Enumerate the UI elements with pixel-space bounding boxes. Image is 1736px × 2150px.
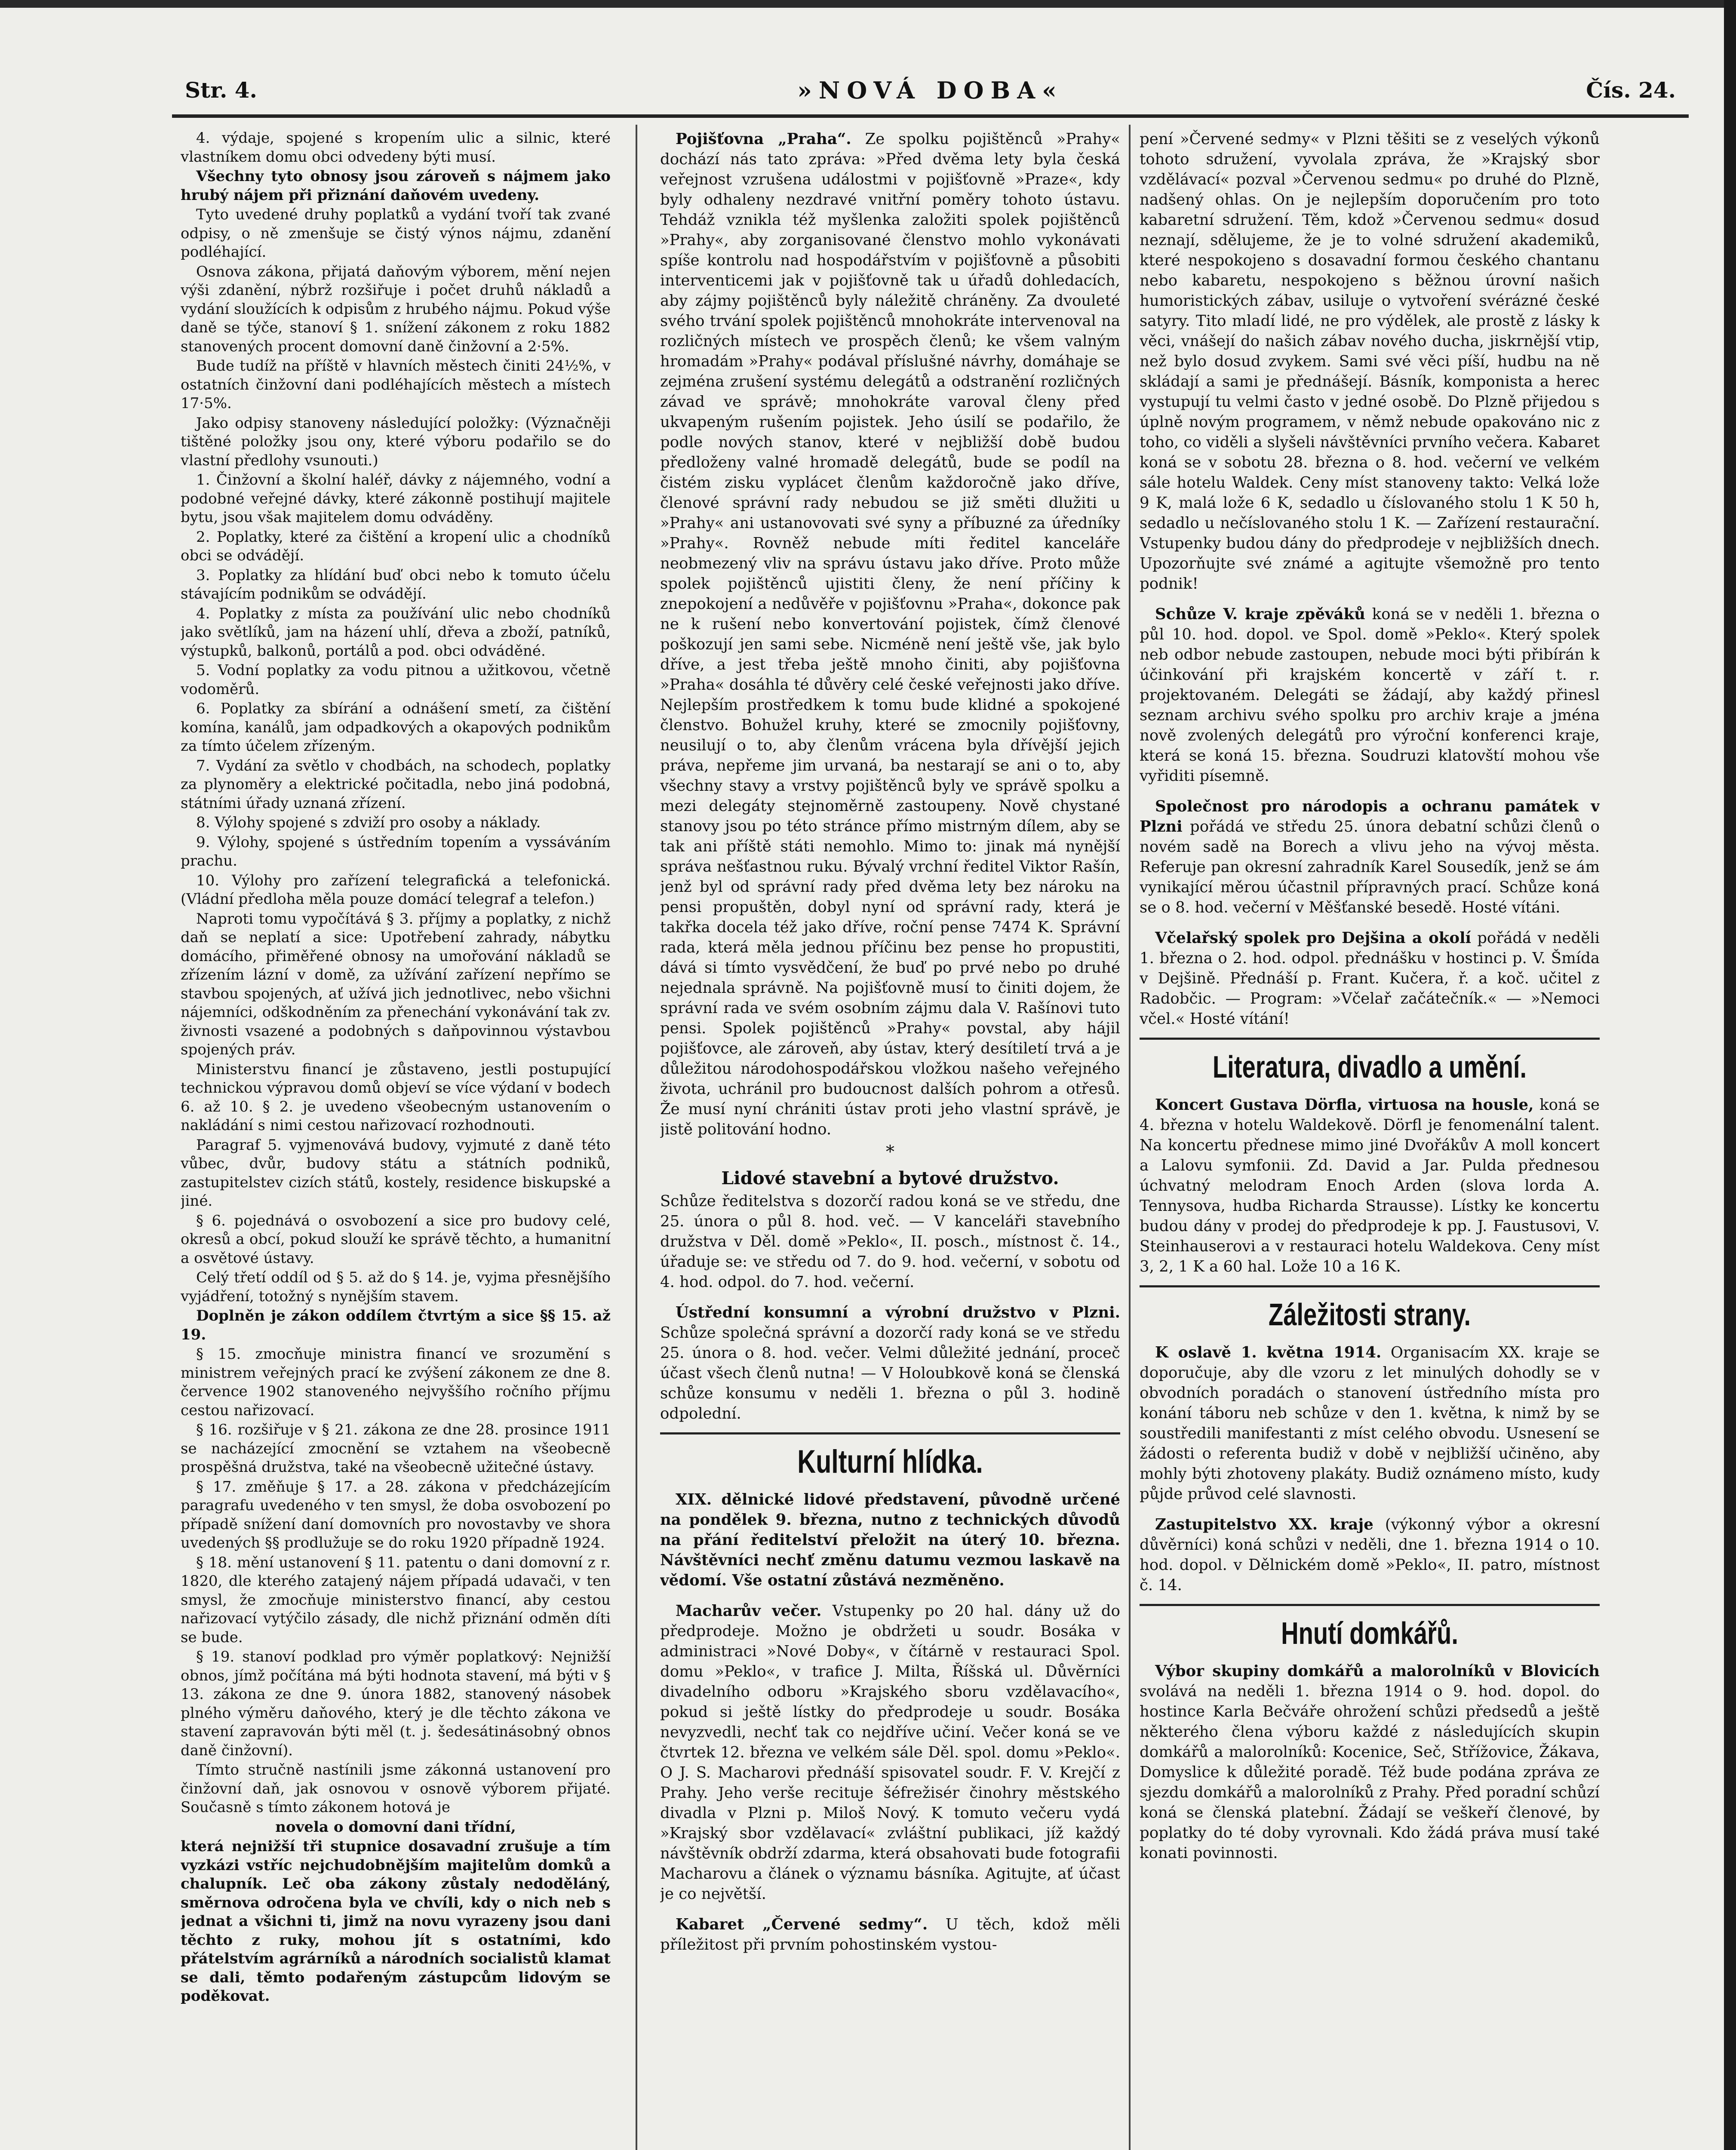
- paragraph: § 6. pojednává o osvobození a sice pro budovy celé, okresů a obcí, pokud slouží ke správě těchto, a humanitní a osvětové ústavy.: [181, 1212, 611, 1267]
- paragraph: Naproti tomu vypočítává § 3. příjmy a poplatky, z nichž daň se neplatí a sice: Upotřebení zahrady, nábytku domácího, přiměřené obnosy na umořování nákladů se zřízením lázní v domě, za užívání zařízení nepřímo se stavbou spojených, ať užívá jich jednotlivec, nebo všichni nájemníci, odškodněním za přenechání vykonávání tak zv. živnosti vsazené a podobných s daňpovinnou výstavbou spojených práv.: [181, 910, 611, 1058]
- paragraph: Všechny tyto obnosy jsou zároveň s nájmem jako hrubý nájem při přiznání daňovém uvedeny.: [181, 168, 611, 204]
- article-title: Zastupitelstvo XX. kraje: [1155, 1516, 1373, 1533]
- paragraph: § 16. rozšiřuje v § 21. zákona ze dne 28. prosince 1911 se nacházející zmocnění se vztahem na všeobecně prospěšná družstva, také na všeobecně užitečné ústavy.: [181, 1421, 611, 1476]
- section-heading: Záležitosti strany.: [1268, 1298, 1471, 1332]
- paragraph: Celý třetí oddíl od § 5. až do § 14. je, vyjma přesnějšího vyjádření, totožný s nynějším stavem.: [181, 1269, 611, 1305]
- paragraph: Jako odpisy stanoveny následující položky: (Význačněji tištěné položky jsou ony, které výboru podařilo se do vlastní předlohy vsunouti.): [181, 414, 611, 469]
- separator-star: *: [886, 1142, 894, 1162]
- paragraph: § 15. zmocňuje ministra financí ve srozumění s ministrem veřejných prací ke zvýšení zákonem ze dne 8. července 1902 stanoveného nejvyššího ročního příjmu cestou nařizovací.: [181, 1345, 611, 1419]
- column-3: [1140, 129, 1600, 2150]
- article-title: Lidové stavební a bytové družstvo.: [721, 1168, 1059, 1189]
- article-text: koná se 4. března v hotelu Waldekově. Dörfl je fenomenální talent. Na koncertu přednese mimo jiné Dvořákův A moll koncert a Lalovu symfonii. Zd. David a Jar. Pulda přednesou úchvatný melodram Enoch Arden (slova lorda A. Tennysova, hudba Richarda Strausse). Lístky ke koncertu budou dány v prodej do předprodeje k pp. J. Faustusovi, V. Steinhauserovi a v restauraci hotelu Waldekova. Ceny míst 3, 2, 1 K a 60 hal. Lože 10 a 16 K.: [1140, 1096, 1600, 1275]
- newspaper-title: »NOVÁ DOBA«: [797, 77, 1063, 104]
- paragraph: 4. výdaje, spojené s kropením ulic a silnic, které vlastníkem domu obci odvedeny býti musí.: [181, 129, 611, 166]
- article-title: Včelařský spolek pro Dejšina a okolí: [1155, 929, 1472, 947]
- article-title: K oslavě 1. května 1914.: [1155, 1344, 1382, 1361]
- list-item: 4. Poplatky z místa za používání ulic nebo chodníků jako světlíků, jam na házení uhlí, dřeva a zboží, patníků, výstupků, balkonů, portálů a pod. obci odváděné.: [181, 605, 611, 660]
- column-rule-1: [636, 125, 637, 2150]
- article-title: Společnost pro národopis a ochranu památek v Plzni: [1140, 798, 1600, 835]
- article-title: Ústřední konsumní a výrobní družstvo v Plzni.: [676, 1304, 1120, 1321]
- list-item: 10. Výlohy pro zařízení telegrafická a telefonická. (Vládní předloha měla pouze domácí telegraf a telefon.): [181, 872, 611, 908]
- paragraph: která nejnižší tři stupnice dosavadní zrušuje a tím vyzkázi vstříc nejchudobnějším majitelům domků a chalupník. Leč oba zákony zůstaly nedoděláný, směrnova odročena byla ve chvíli, kdy o nich neb s jednat a všichni ti, jimž na novu vyrazeny jsou dani těchto z ruky, mohou jít s ostatními, kdo přátelstvím agrárníků a národních socialistů klamat se dali, těmto podařeným zástupcům lidovým se poděkovat.: [181, 1838, 611, 2005]
- section-heading: Hnutí domkářů.: [1281, 1616, 1458, 1651]
- article-title: Koncert Gustava Dörfla, virtuosa na housle,: [1155, 1096, 1534, 1114]
- column-rule-2: [1129, 125, 1131, 2150]
- list-item: 7. Vydání za světlo v chodbách, na schodech, poplatky za plynoměry a elektrické počitadla, nebo jiná podobná, státními úřady uznaná zřízení.: [181, 757, 611, 812]
- paragraph: Ministerstvu financí je zůstaveno, jestli postupující technickou výpravou domů objeví se více výdaní v bodech 6. až 10. § 2. je uvedeno všeobecným ustanovením o nakládání s nimi cestou nařizovací rozhodnouti.: [181, 1060, 611, 1134]
- article-text: koná se v neděli 1. března o půl 10. hod. dopol. ve Spol. domě »Peklo«. Který spolek neb odbor nebude zastoupen, nebude moci býti přibírán k účinkování při krajském koncertě v září t. r. projektovaném. Delegáti se žádají, aby každý přinesl seznam archivu svého spolku pro archiv kraje a jména nově zvolených delegátů pro výroční konferenci kraje, která se koná 15. března. Soudruzi klatovští mohou vše vyřiditi písemně.: [1140, 605, 1600, 785]
- article-text: Ze spolku pojištěnců »Prahy« dochází nás tato zpráva: »Před dvěma lety byla česká veřejnost vzrušena událostmi v pojišťovně »Praze«, kdy byly odhaleny nezdravé vnitřní poměry tohoto ústavu. Tehdáž vznikla též myšlenka založiti spolek pojištěnců »Prahy«, aby zorganisované členstvo mohlo vykonávati spíše kontrolu nad hospodářstvím v pojišťovně a působiti interventicemi jak v pojišťovně tak u úřadů dohledacích, aby zájmy pojištěnců byly náležitě chráněny. Za dvouleté svého trvání spolek pojištěnců mnohokráte intervenoval na rozličných místech ve prospěch členů; ke všem valným hromadám »Prahy« podával příslušné návrhy, domáhaje se zejména zrušení systému delegátů a odstranění rozličných závad ve správě; mnohokráte varoval členy před ukvapeným rušením pojistek. Jeho úsilí se podařilo, že podle nových stanov, které v nejbližší době budou předloženy valné hromadě delegátů, bude se podíl na čistém zisku vyplácet členům každoročně jako dříve, členové správní rady nebudou se již směti dlužiti u »Prahy« ani ustanovovati své syny a příbuzné za úředníky »Prahy«. Rovněž nebude míti ředitel kanceláře neobmezený vliv na správu ústavu jako dříve. Proto může spolek pojištěnců ujistiti členy, že není příčiny k znepokojení a nedůvěře v pojišťovnu »Praha«, dokonce pak ne k rušení nebo konvertování pojistek, čímž členové poškozují jen sami sebe. Nicméně není ještě vše, jak bylo dříve, a jest třeba ještě mnoho činiti, aby pojišťovna »Praha« dosáhla té důvěry celé české veřejnosti jako dříve. Nejlepším prostředkem k tomu bude klidné a spokojené členstvo. Bohužel kruhy, které se zmocnily pojišťovny, neusilují o to, aby členům vrácena byla dřívější jejich práva, nepřeme jim urvaná, ba nestarají se ani o to, aby všechny stavy a vrstvy pojištěnců byly ve správě spolku a mezi delegáty stejnoměrně zastoupeny. Nově chystané stanovy jsou po této stránce přímo mistrným dílem, aby se tak ani příště státi nemohlo. Mimo to: jinak má nynější správa nešťastnou ruku. Bývalý vrchní ředitel Viktor Rašín, jenž byl od správní rady před dvěma lety bez nároku na pensi propuštěn, dobyl nyní od správní rady, která je takřka docela též jako dříve, roční pense 7474 K. Správní rada, která měla jednou příčinu bez pense ho propustiti, dává si tímto vysvědčení, že buď po prvé nebo po druhé nejednala správně. Na pojišťovně musí to činiti dojem, že správní rada ve svém osobním zájmu dala V. Rašínovi tuto pensi. Spolek pojištěnců »Prahy« povstal, aby hájil pojišťovce, ale zároveň, aby ústav, který desítiletí trvá a je důležitou národohospodářskou vložkou našeho veřejného života, uchránil pro budoucnost dalších pohrom a otřesů. Že musí nyní chrániti ústav proti jeho vlastní správě, je jistě politování hodno.: [660, 130, 1120, 1138]
- article-title: Pojišťovna „Praha“.: [676, 130, 851, 148]
- paragraph: Doplněn je zákon oddílem čtvrtým a sice §§ 15. až 19.: [181, 1307, 611, 1343]
- article-text: pení »Červené sedmy« v Plzni těšiti se z veselých výkonů tohoto sdružení, vyvolala zpráva, že »Krajský sbor vzdělávací« pozval »Červenou sedmu« po druhé do Plzně, nadšený ohlas. On je nejlepším doporučením pro toto kabaretní sdružení. Těm, kdož »Červenou sedmu« dosud neznají, sdělujeme, že je to volné sdružení akademiků, které nespokojeno s dosavadní formou českého chantanu nebo kabaretu, nespokojeno s běžnou úrovní našich humoristických zábav, usiluje o vytvoření svérázné české satyry. Tito mladí lidé, ne pro výdělek, ale prostě z lásky k věci, vnášejí do našich zábav nového ducha, jiskrnější vtip, než bylo dosud zvykem. Sami své věci píší, hudbu na ně skládají a sami je přednášejí. Básník, komponista a herec vystupují tu velmi často v jedné osobě. Do Plzně přijedou s úplně novým programem, v němž nebude opakováno nic z toho, co viděli a slyšeli návštěvníci prvního večera. Kabaret koná se v sobotu 28. března o 8. hod. večerní ve velkém sále hotelu Waldek. Ceny míst stanoveny takto: Velká lože 9 K, malá lože 6 K, sedadlo u číslovaného stolu 1 K 50 h, sedadlo u nečíslovaného stolu 1 K. — Zařízení restaurační. Vstupenky budou dány do předprodeje v nejbližších dnech. Upozorňujte své známé a agitujte všemožně pro tento podnik!: [1140, 130, 1600, 593]
- article-text: Vstupenky po 20 hal. dány už do předprodeje. Možno je obdržeti u soudr. Bosáka v administraci »Nové Doby«, v čítárně v restauraci Spol. domu »Peklo«, v trafice J. Milta, Říšská ul. Důvěrníci divadelního odboru »Krajského sboru vzdělavacího«, pokud si ještě lístky do předprodeje u soudr. Bosáka nevyzvedli, nechť tak co nejdříve učiní. Večer koná se ve čtvrtek 12. března ve velkém sále Děl. spol. domu »Peklo«. O J. S. Macharovi přednáší spisovatel soudr. F. V. Krejčí z Prahy. Jeho verše recituje šéfrežisér činohry městského divadla v Plzni p. Miloš Nový. K tomuto večeru vydá »Krajský sbor vzdělavací« zvláštní publikaci, jíž každý návštěvník obdrží zdarma, která obsahovati bude fotografii Macharovu a článek o významu básníka. Agitujte, ať účast je co největší.: [660, 1602, 1120, 1903]
- article-title: Macharův večer.: [676, 1602, 822, 1620]
- paragraph: Paragraf 5. vyjmenovává budovy, vyjmuté z daně této vůbec, dvůr, budovy státu a státních podniků, zastupitelstev cizích států, kostely, residence biskupské a jiné.: [181, 1136, 611, 1210]
- scan-edge-top: [0, 0, 1736, 8]
- section-divider: [660, 1432, 1120, 1434]
- list-item: 3. Poplatky za hlídání buď obci nebo k tomuto účelu stávajícím podnikům se odvádějí.: [181, 566, 611, 602]
- article-text: (výkonný výbor a okresní důvěrníci) koná schůzi v neděli, dne 1. března 1914 o 10. hod. dopol. v Dělnickém domě »Peklo«, II. patro, místnost č. 14.: [1140, 1516, 1600, 1594]
- subheading: novela o domovní dani třídní,: [275, 1818, 516, 1836]
- article-text: Schůze ředitelstva s dozorčí radou koná se ve středu, dne 25. února o půl 8. hod. več. — V kanceláři stavebního družstva v Děl. domě »Peklo«, II. posch., místnost č. 14., úřaduje se: ve středu od 7. do 9. hod. večerní, v sobotu od 4. hod. odpol. do 7. hod. večerní.: [660, 1192, 1120, 1291]
- paragraph: § 19. stanoví podklad pro výměr poplatkový: Nejnižší obnos, jímž počítána má býti hodnota stavení, má býti v § 13. zákona ze dne 9. února 1882, stanovený násobek plného výměru daňového, který je dle těchto zákona ve stavení zapravován býti měl (t. j. šedesátinásobný obnos daně činžovní).: [181, 1648, 611, 1759]
- paragraph: Tyto uvedené druhy poplatků a vydání tvoří tak zvané odpisy, o ně zmenšuje se čistý výnos nájmu, zdanění podléhající.: [181, 206, 611, 261]
- article-title: Schůze V. kraje zpěváků: [1155, 605, 1365, 623]
- scan-edge-right: [1724, 0, 1736, 2150]
- section-divider: [1140, 1038, 1600, 1040]
- article-text: XIX. dělnické lidové představení, původně určené na pondělek 9. března, nutno z technických důvodů na přání ředitelství přeložit na úterý 10. března. Návštěvníci nechť změnu datumu vezmou laskavě na vědomí. Vše ostatní zůstává nezměněno.: [660, 1491, 1120, 1589]
- list-item: 6. Poplatky za sbírání a odnášení smetí, za čištění komína, kanálů, jam odpadkových a okapových podnikům za tímto účelem zřízeným.: [181, 700, 611, 755]
- page-header: [172, 73, 1689, 116]
- list-item: 8. Výlohy spojené s zdviží pro osoby a náklady.: [196, 814, 541, 831]
- list-item: 5. Vodní poplatky za vodu pitnou a užitkovou, včetně vodoměrů.: [181, 662, 611, 698]
- section-heading: Kulturní hlídka.: [797, 1444, 983, 1480]
- section-heading: Literatura, divadlo a umění.: [1212, 1050, 1527, 1084]
- list-item: 2. Poplatky, které za čištění a kropení ulic a chodníků obci se odvádějí.: [181, 528, 611, 564]
- article-title: Výbor skupiny domkářů a malorolníků v Blovicích: [1155, 1662, 1600, 1680]
- column-2: [660, 129, 1120, 2150]
- article-text: Schůze společná správní a dozorčí rady koná se ve středu 25. února o 8. hod. večer. Velmi důležité jednání, proceč účast všech členů nutna! — V Holoubkově koná se členská schůze konsumu v neděli 1. března o půl 3. hodině odpolední.: [660, 1324, 1120, 1422]
- list-item: 1. Činžovní a školní haléř, dávky z nájemného, vodní a podobné veřejné dávky, které zákonně postihují majitele bytu, jsou však majitelem domu odváděny.: [181, 471, 611, 526]
- section-divider: [1140, 1604, 1600, 1606]
- list-item: 9. Výlohy, spojené s ústředním topením a vyssáváním prachu.: [181, 833, 611, 869]
- paragraph: § 18. mění ustanovení § 11. patentu o dani domovní z r. 1820, dle kterého zatajený nájem případá udavači, v ten smysl, že zmocňuje ministerstvo financí, aby cestou nařizovací vytýčilo zásady, dle nichž přiznání odměn díti se bude.: [181, 1554, 611, 1646]
- article-text: svolává na neděli 1. března 1914 o 9. hod. dopol. do hostince Karla Bečváře ohrožení schůzi předsedů a ještě některého člena výboru každé z následujících skupin domkářů a malorolníků: Kocenice, Seč, Střížovice, Žákava, Domyslice k důležité poradě. Též bude podána zpráva ze sjezdu domkářů a malorolníků z Prahy. Před poradní schůzí koná se členská platební. Žádají se veškeří členové, by poplatky do té doby vyrovnali. Kdo žádá práva musí také konati povinnosti.: [1140, 1683, 1600, 1862]
- article-text: pořádá v neděli 1. března o 2. hod. odpol. přednášku v hostinci p. V. Šmída v Dejšině. Přednáší p. Frant. Kučera, ř. a koč. učitel z Radobčic. — Program: »Včelař začátečník.« — »Nemoci včel.« Hosté vítání!: [1140, 929, 1600, 1028]
- issue-number: Čís. 24.: [1586, 77, 1676, 103]
- article-text: U těch, kdož měli příležitost při prvním pohostinském vystou-: [660, 1916, 1120, 1953]
- paragraph: Tímto stručně nastínili jsme zákonná ustanovení pro činžovní daň, jak osnovou v osnově výborem přijaté. Současně s tímto zákonem hotová je: [181, 1761, 611, 1816]
- header-rule: [172, 114, 1689, 118]
- article-title: Kabaret „Červené sedmy“.: [676, 1916, 928, 1933]
- paragraph: § 17. změňuje § 17. a 28. zákona v předcházejícím paragrafu uvedeného v ten smysl, že doba osvobození po případě snížení daní domovních pro novostavby ve shora uvedených §§ prodlužuje se do roku 1920 případně 1924.: [181, 1478, 611, 1551]
- paragraph: Bude tudíž na příště v hlavních městech činiti 24½%, v ostatních činžovní dani podléhajících městech a místech 17·5%.: [181, 357, 611, 412]
- page-number: Str. 4.: [185, 77, 257, 103]
- article-text: Organisacím XX. kraje se doporučuje, aby dle vzoru z let minulých dohodly se v obvodních poradách o stanovení ústředního místa pro konání táboru neb schůze v den 1. května, k nimž by se soustředili manifestanti z míst celého obvodu. Usnesení se žádosti o referenta budiž v době v nejbližší učiněno, aby mohly býti zhotoveny plakáty. Budiž oznámeno místo, kudy půjde průvod celé slavnosti.: [1140, 1344, 1600, 1503]
- column-1: [181, 129, 611, 2150]
- paragraph: Osnova zákona, přijatá daňovým výborem, mění nejen výši zdanění, nýbrž rozšiřuje i počet druhů nákladů a vydání sloužících k odpisům z hrubého nájmu. Pokud výše daně se týče, stanoví § 1. snížení zákonem z roku 1882 stanovených procent domovní daně činžovní a 2·5%.: [181, 263, 611, 355]
- section-divider: [1140, 1285, 1600, 1287]
- article-text: pořádá ve středu 25. února debatní schůzi členů o novém sadě na Borech a vlivu jeho na vývoj města. Referuje pan okresní zahradník Karel Sousedík, jenž se ám vynikající měrou účastnil přípravných prací. Schůze koná se o 8. hod. večerní v Měšťanské besedě. Hosté vítáni.: [1140, 818, 1600, 916]
